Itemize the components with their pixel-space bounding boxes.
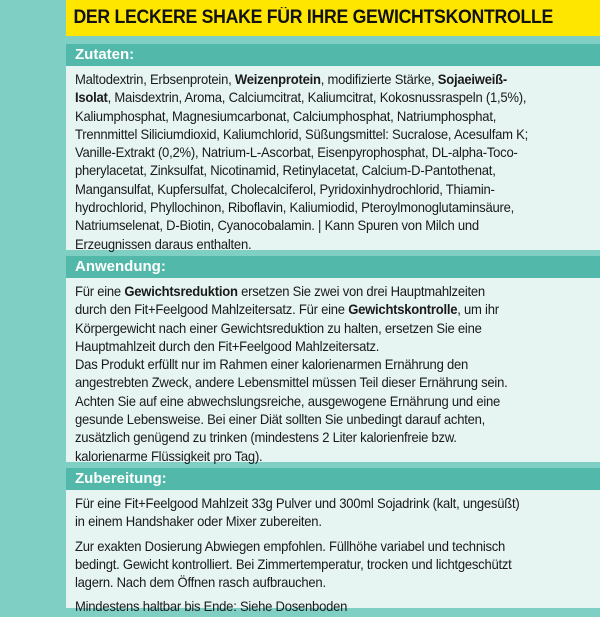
usage-section xyxy=(66,256,600,462)
text-line: in einem Handshaker oder Mixer zubereiten. xyxy=(75,514,322,530)
text-line xyxy=(75,71,571,89)
text-run: , um ihr xyxy=(457,302,499,318)
text-run: Kaliumphosphat, Magnesiumcarbonat, Calciumphosphat, Natriumphosphat, xyxy=(75,108,497,124)
paragraph xyxy=(75,598,592,616)
text-line xyxy=(75,374,571,392)
ingredients-text xyxy=(66,66,600,254)
text-run: Vanille-Extrakt (0,2%), Natrium-L-Ascorbat, Eisenpyrophosphat, DL-alpha-Toco- xyxy=(75,145,518,161)
text-run: , modifizierte Stärke, xyxy=(320,72,438,87)
text-run: gesunde Lebensweise. Bei einer Diät sollten Sie unbedingt darauf achten, xyxy=(75,412,486,428)
text-line xyxy=(75,108,571,126)
title-banner xyxy=(66,0,600,36)
text-line xyxy=(75,429,571,447)
text-line xyxy=(75,320,571,338)
bold-term: Weizenprotein xyxy=(234,72,321,87)
text-run: Das Produkt erfüllt nur im Rahmen einer kalorienarmen Ernährung den xyxy=(75,357,469,373)
text-line xyxy=(75,236,571,254)
page-title: DER LECKERE SHAKE FÜR IHRE GEWICHTSKONTROLLE xyxy=(73,7,554,28)
text-run: hydrochlorid, Phyllochinon, Riboflavin, Kaliumiodid, Pteroylmonoglutaminsäure, xyxy=(75,200,515,216)
text-line xyxy=(75,217,571,235)
text-run: Trennmittel Siliciumdioxid, Kaliumchlorid, Süßungsmittel: Sucralose, Acesulfam K; xyxy=(75,126,528,142)
text-run: Maltodextrin, Erbsenprotein, xyxy=(75,72,235,87)
preparation-section xyxy=(66,468,600,615)
text-line xyxy=(75,393,571,411)
text-line xyxy=(75,338,571,356)
bold-term: Gewichtskontrolle xyxy=(348,302,458,318)
text-run: Achten Sie auf eine abwechslungsreiche, ausgewogene Ernährung und eine xyxy=(75,393,501,409)
text-line xyxy=(75,301,571,319)
paragraph xyxy=(75,495,592,532)
text-run: Mangansulfat, Kupfersulfat, Cholecalciferol, Pyridoxinhydrochlorid, Thiamin- xyxy=(75,181,495,197)
usage-text xyxy=(66,278,600,466)
text-line xyxy=(75,356,571,374)
text-run: , Maisdextrin, Aroma, Calciumcitrat, Kaliumcitrat, Kokosnussraspeln (1,5%), xyxy=(107,90,527,106)
text-line: Zur exakten Dosierung Abwiegen empfohlen. Füllhöhe variabel und technisch xyxy=(75,538,506,554)
text-line xyxy=(75,199,571,217)
text-line xyxy=(75,448,571,466)
text-run: pherylacetat, Zinksulfat, Nicotinamid, Retinylacetat, Calcium-D-Pantothenat, xyxy=(75,163,496,179)
text-line: bedingt. Gewicht kontrolliert. Bei Zimmertemperatur, trocken und lichtgeschützt xyxy=(75,556,512,572)
text-run: durch den Fit+Feelgood Mahlzeitersatz. Für eine xyxy=(75,302,349,318)
bold-term: Gewichtsreduktion xyxy=(124,284,238,299)
text-line: Mindestens haltbar bis Ende: Siehe Dosenboden xyxy=(75,599,348,615)
text-line xyxy=(75,283,571,301)
text-run: Für eine xyxy=(75,284,125,299)
text-run: Hauptmahlzeit durch den Fit+Feelgood Mahlzeitersatz. xyxy=(75,338,380,354)
text-run: zusätzlich genügend zu trinken (mindestens 2 Liter kalorienfreie bzw. xyxy=(75,430,457,446)
bold-term: Isolat xyxy=(75,90,108,106)
text-run: kalorienarme Flüssigkeit pro Tag). xyxy=(75,448,263,464)
bold-term: Sojaeiweiß- xyxy=(437,72,507,87)
ingredients-section xyxy=(66,44,600,250)
usage-heading: Anwendung: xyxy=(66,256,600,278)
text-run: Körpergewicht nach einer Gewichtsreduktion zu halten, ersetzen Sie eine xyxy=(75,320,482,336)
preparation-text xyxy=(66,490,600,617)
text-line xyxy=(75,144,571,162)
text-run: ersetzen Sie zwei von drei Hauptmahlzeiten xyxy=(237,284,485,299)
text-line xyxy=(75,126,571,144)
text-line xyxy=(75,89,571,107)
text-line: lagern. Nach dem Öffnen rasch aufbrauchen. xyxy=(75,575,326,591)
text-run: Erzeugnissen daraus enthalten. xyxy=(75,236,252,252)
text-run: angestrebten Zweck, andere Lebensmittel müssen Teil dieser Ernährung sein. xyxy=(75,375,508,391)
text-line xyxy=(75,162,571,180)
text-line xyxy=(75,411,571,429)
ingredients-heading: Zutaten: xyxy=(66,44,600,66)
paragraph xyxy=(75,538,592,593)
text-run: Natriumselenat, D-Biotin, Cyanocobalamin. | Kann Spuren von Milch und xyxy=(75,218,479,234)
text-line xyxy=(75,181,571,199)
text-line: Für eine Fit+Feelgood Mahlzeit 33g Pulver und 300ml Sojadrink (kalt, ungesüßt) xyxy=(75,496,520,511)
preparation-heading: Zubereitung: xyxy=(66,468,600,490)
